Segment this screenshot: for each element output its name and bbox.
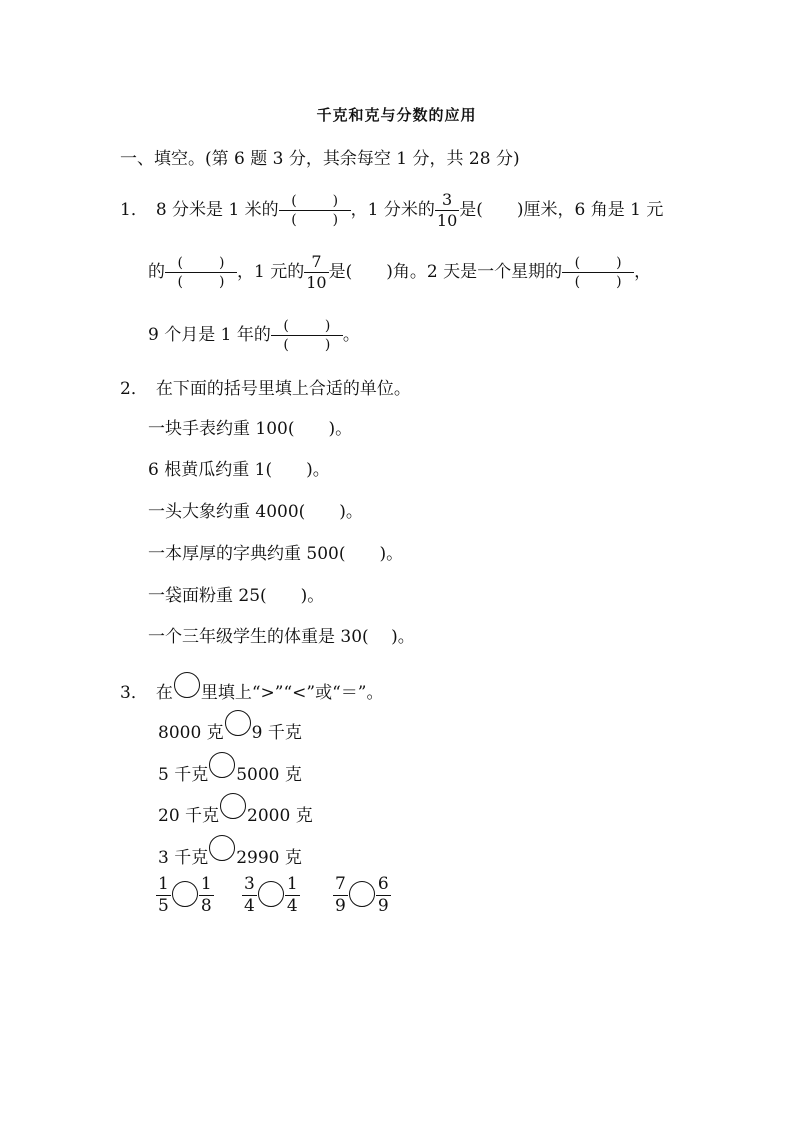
q3-text: 在 bbox=[155, 682, 173, 703]
compare-row: 8000 克 9 千克 bbox=[158, 720, 302, 746]
compare-circle[interactable] bbox=[258, 881, 284, 907]
fraction: $\frac{3}{4}$ bbox=[244, 874, 255, 916]
q1-line-2 bbox=[148, 250, 651, 294]
q1-line-3 bbox=[148, 313, 360, 357]
q1-text: 是( )角。2 天是一个星期的 bbox=[328, 261, 563, 282]
q1-text: 。 bbox=[342, 324, 360, 345]
compare-circle[interactable] bbox=[209, 752, 235, 778]
q1-text: ， bbox=[634, 261, 652, 282]
fraction: $\frac{1}{4}$ bbox=[286, 874, 298, 916]
q2-item[interactable]: 一头大象约重 4000( )。 bbox=[148, 502, 363, 522]
q1-line-1 bbox=[120, 188, 663, 232]
fraction-compare bbox=[156, 876, 214, 915]
fraction: $\frac{7}{9}$ bbox=[335, 874, 346, 916]
q1-text: ，1 元的 bbox=[237, 261, 305, 282]
section-heading: 一、填空。(第 6 题 3 分，其余每空 1 分，共 28 分) bbox=[120, 149, 520, 169]
fraction-compare bbox=[242, 876, 300, 915]
compare-circle[interactable] bbox=[209, 835, 235, 861]
answer-fraction-blank[interactable]: $\frac{( )}{( )}$ bbox=[271, 319, 343, 352]
fraction: $\frac{7}{10}$ bbox=[306, 251, 327, 292]
q2-item[interactable]: 一个三年级学生的体重是 30( )。 bbox=[148, 627, 415, 647]
q3-text: 里填上“>”“<”或“＝”。 bbox=[200, 682, 384, 703]
q1-text: ，1 分米的 bbox=[350, 199, 435, 220]
q2-item[interactable]: 一本厚厚的字典约重 500( )。 bbox=[148, 544, 404, 564]
compare-circle[interactable] bbox=[225, 710, 251, 736]
question-number: 2． bbox=[120, 379, 148, 399]
q3-prompt bbox=[120, 680, 383, 706]
fraction: $\frac{1}{8}$ bbox=[200, 874, 212, 916]
compare-circle[interactable] bbox=[220, 793, 246, 819]
q1-text: 是( )厘米，6 角是 1 元 bbox=[459, 199, 664, 220]
compare-circle[interactable] bbox=[349, 881, 375, 907]
q2-item[interactable]: 6 根黄瓜约重 1( )。 bbox=[148, 460, 330, 480]
fraction-compare bbox=[333, 876, 391, 915]
answer-fraction-blank[interactable]: $\frac{( )}{( )}$ bbox=[562, 256, 634, 289]
circle-icon bbox=[174, 672, 200, 698]
fraction: $\frac{6}{9}$ bbox=[377, 874, 389, 916]
q1-text: 的 bbox=[148, 261, 165, 282]
compare-row: 3 千克 2990 克 bbox=[158, 845, 302, 871]
q1-text: 9 个月是 1 年的 bbox=[148, 324, 271, 345]
fraction: $\frac{1}{5}$ bbox=[158, 874, 169, 916]
q1-text: 8 分米是 1 米的 bbox=[155, 199, 279, 220]
q2-item[interactable]: 一块手表约重 100( )。 bbox=[148, 419, 353, 439]
page-title: 千克和克与分数的应用 bbox=[316, 106, 477, 124]
q2-text: 在下面的括号里填上合适的单位。 bbox=[155, 379, 411, 399]
compare-row: 5 千克 5000 克 bbox=[158, 762, 302, 788]
compare-circle[interactable] bbox=[172, 881, 198, 907]
fraction: $\frac{3}{10}$ bbox=[436, 189, 458, 230]
question-number: 3． bbox=[120, 682, 148, 703]
q2-item[interactable]: 一袋面粉重 25( )。 bbox=[148, 586, 325, 606]
compare-row: 20 千克 2000 克 bbox=[158, 803, 313, 829]
q2-prompt bbox=[120, 381, 411, 398]
answer-fraction-blank[interactable]: $\frac{( )}{( )}$ bbox=[165, 256, 237, 289]
question-number: 1． bbox=[120, 199, 148, 220]
answer-fraction-blank[interactable]: $\frac{( )}{( )}$ bbox=[279, 194, 351, 227]
